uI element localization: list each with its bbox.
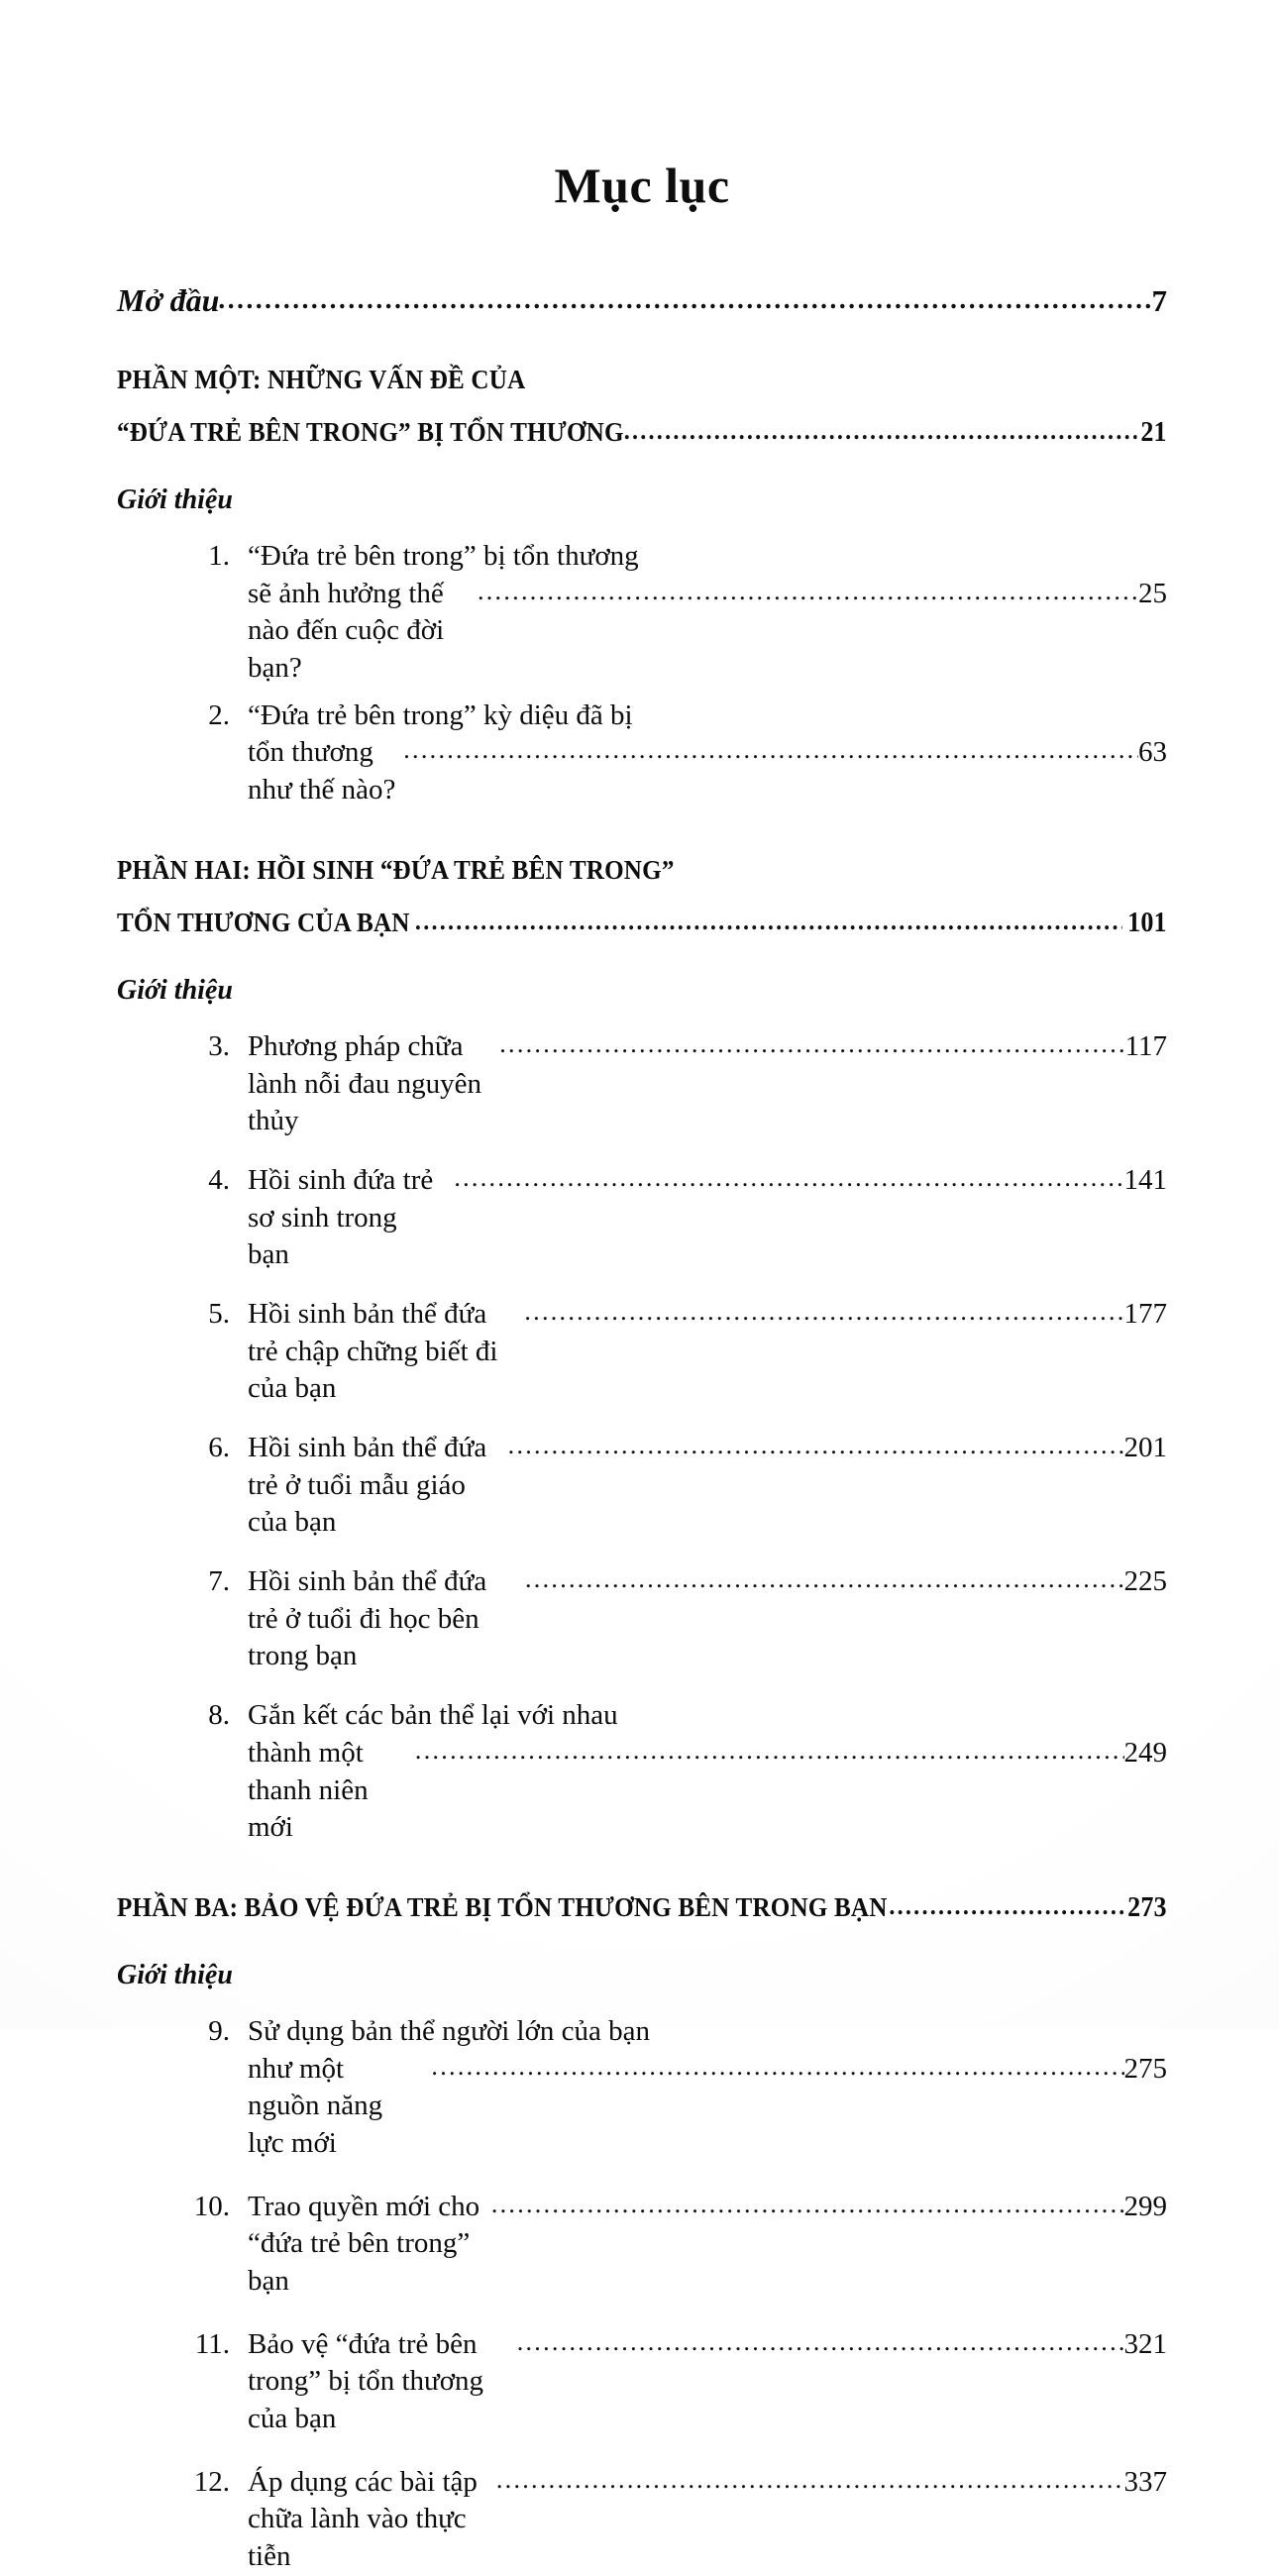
dot-leader (889, 1893, 1125, 1919)
dot-leader (624, 418, 1137, 444)
chapter-page-number: 63 (1138, 736, 1167, 769)
dot-leader (517, 2329, 1124, 2355)
chapter-title-line-2: thành một thanh niên mới (248, 1736, 369, 1844)
chapter-page-number: 249 (1123, 1736, 1167, 1769)
front-matter-label: Mở đầu (117, 282, 220, 318)
chapter-page-number: 225 (1123, 1565, 1167, 1598)
chapter-number: 6. (208, 1432, 230, 1463)
chapter-body (248, 1296, 1167, 1408)
chapter-number: 4. (208, 1163, 230, 1196)
chapter-title-line-2-row (248, 1735, 1167, 1847)
chapter-body (248, 2013, 1167, 2163)
chapter-body (248, 2189, 1167, 2301)
chapter-entry (174, 538, 1167, 688)
part-two-heading-line-2: TỔN THƯƠNG CỦA BẠN (117, 907, 410, 937)
dot-leader (508, 1433, 1124, 1458)
part-one-heading-line-2: “ĐỨA TRẺ BÊN TRONG” BỊ TỔN THƯƠNG (117, 417, 624, 447)
chapter-page-number: 337 (1123, 2465, 1167, 2498)
chapter-body (248, 2326, 1167, 2438)
chapter-title-line-1: “Đứa trẻ bên trong” kỳ diệu đã bị (248, 698, 633, 731)
part-three-intro-label: Giới thiệu (117, 1959, 233, 1990)
chapter-body (248, 1563, 1167, 1675)
chapter-body (248, 698, 1167, 809)
part-one-heading-line-2-row (117, 417, 1167, 449)
chapter-page-number: 177 (1123, 1297, 1167, 1330)
chapter-entry (174, 1296, 1167, 1408)
chapter-title-line-2-row (248, 2051, 1167, 2163)
chapter-body (248, 538, 1167, 688)
chapter-entry (174, 1430, 1167, 1542)
chapter-title-line-2-row (248, 2464, 1167, 2576)
chapter-title-line-2: sẽ ảnh hưởng thế nào đến cuộc đời bạn? (248, 577, 445, 685)
chapter-title: Hồi sinh bản thể đứa trẻ chập chững biết đi của bạn (248, 1297, 498, 1405)
chapter-page-number: 117 (1124, 1029, 1167, 1062)
chapter-body (248, 1028, 1167, 1140)
part-heading-one (117, 365, 1167, 449)
chapter-title-line-2-row (248, 1296, 1167, 1408)
chapter-title-line-2: như một nguồn năng lực mới (248, 2052, 383, 2159)
part-one-intro-label: Giới thiệu (117, 484, 233, 515)
chapter-title-line-2-row (248, 2326, 1167, 2438)
part-three-page-number: 273 (1127, 1891, 1167, 1923)
chapter-number: 9. (208, 2014, 230, 2047)
part-one-chapter-list (117, 538, 1167, 809)
chapter-entry (174, 1162, 1167, 1274)
chapter-number: 10. (193, 2190, 230, 2222)
part-heading-three (117, 1892, 1167, 1924)
part-two-chapter-list (117, 1028, 1167, 1847)
chapter-body (248, 2464, 1167, 2576)
chapter-entry (174, 2326, 1167, 2438)
chapter-entry (174, 1563, 1167, 1675)
dot-leader (525, 1566, 1124, 1592)
chapter-title-line-2-row (248, 2189, 1167, 2301)
chapter-title: Hồi sinh bản thể đứa trẻ ở tuổi đi học bên trong bạn (248, 1565, 487, 1672)
front-matter-page-number: 7 (1151, 283, 1167, 318)
chapter-title-line-1: “Đứa trẻ bên trong” bị tổn thương (248, 540, 639, 572)
part-three-heading-line-1: PHẦN BA: BẢO VỆ ĐỨA TRẺ BỊ TỔN THƯƠNG BÊN TRONG BẠN (117, 1891, 888, 1922)
chapter-title-line-2-row (248, 1430, 1167, 1542)
dot-leader (415, 909, 1122, 934)
part-three-heading-row (117, 1892, 1167, 1924)
toc-content (117, 0, 1167, 2573)
part-two-page-number: 101 (1127, 907, 1167, 938)
front-matter-entry (117, 282, 1167, 319)
chapter-page-number: 299 (1123, 2190, 1167, 2222)
chapter-number: 11. (194, 2327, 230, 2360)
chapter-title-line-1: Gắn kết các bản thể lại với nhau (248, 1699, 618, 1732)
chapter-title-line-2-row (248, 1028, 1167, 1140)
chapter-entry (174, 1028, 1167, 1140)
chapter-title-line-2: tổn thương như thế nào? (248, 736, 396, 806)
part-two-heading-line-1: PHẦN HAI: HỒI SINH “ĐỨA TRẺ BÊN TRONG” (117, 854, 675, 885)
dot-leader (415, 1738, 1124, 1764)
chapter-number: 1. (208, 540, 230, 572)
part-two-heading-line-2-row (117, 908, 1167, 939)
chapter-title-line-2-row (248, 1563, 1167, 1675)
chapter-title: Áp dụng các bài tập chữa lành vào thực tiễn (248, 2465, 478, 2573)
dot-leader (219, 286, 1151, 313)
chapter-number: 8. (208, 1699, 230, 1732)
chapter-title: Bảo vệ “đứa trẻ bên trong” bị tổn thương của bạn (248, 2327, 484, 2435)
dot-leader (499, 1031, 1124, 1057)
chapter-title: Trao quyền mới cho “đứa trẻ bên trong” bạn (248, 2190, 480, 2297)
chapter-title: Hồi sinh bản thể đứa trẻ ở tuổi mẫu giáo của bạn (248, 1432, 487, 1539)
chapter-body (248, 1430, 1167, 1542)
chapter-number: 2. (208, 698, 230, 731)
chapter-title: Hồi sinh đứa trẻ sơ sinh trong bạn (248, 1163, 434, 1271)
chapter-page-number: 25 (1138, 577, 1167, 609)
chapter-title-line-2-row (248, 1162, 1167, 1274)
chapter-body (248, 1162, 1167, 1274)
chapter-number: 12. (193, 2465, 230, 2498)
chapter-title: Phương pháp chữa lành nỗi đau nguyên thủy (248, 1029, 481, 1137)
chapter-entry (174, 698, 1167, 809)
dot-leader (431, 2054, 1123, 2080)
chapter-entry (174, 2189, 1167, 2301)
chapter-page-number: 141 (1123, 1163, 1167, 1196)
chapter-entry (174, 2013, 1167, 2163)
part-one-heading-line-1: PHẦN MỘT: NHỮNG VẤN ĐỀ CỦA (117, 365, 526, 394)
chapter-page-number: 321 (1123, 2327, 1167, 2360)
chapter-number: 5. (208, 1297, 230, 1330)
chapter-entry (174, 2464, 1167, 2576)
dot-leader (478, 579, 1138, 604)
chapter-title-line-2-row (248, 734, 1167, 808)
dot-leader (496, 2467, 1124, 2493)
page-title: Mục lục (554, 158, 730, 213)
chapter-page-number: 201 (1123, 1432, 1167, 1463)
part-two-intro-label: Giới thiệu (117, 974, 233, 1006)
dot-leader (403, 737, 1138, 763)
chapter-body (248, 1697, 1167, 1847)
chapter-entry (174, 1697, 1167, 1847)
chapter-title-line-2-row (248, 576, 1167, 688)
dot-leader (454, 1165, 1123, 1191)
chapter-number: 7. (208, 1565, 230, 1598)
chapter-page-number: 275 (1123, 2052, 1167, 2085)
chapter-title-line-1: Sử dụng bản thể người lớn của bạn (248, 2014, 651, 2047)
part-three-chapter-list (117, 2013, 1167, 2576)
chapter-number: 3. (208, 1029, 230, 1062)
dot-leader (491, 2192, 1124, 2217)
part-heading-two (117, 855, 1167, 939)
dot-leader (524, 1299, 1123, 1325)
part-one-page-number: 21 (1140, 417, 1167, 448)
